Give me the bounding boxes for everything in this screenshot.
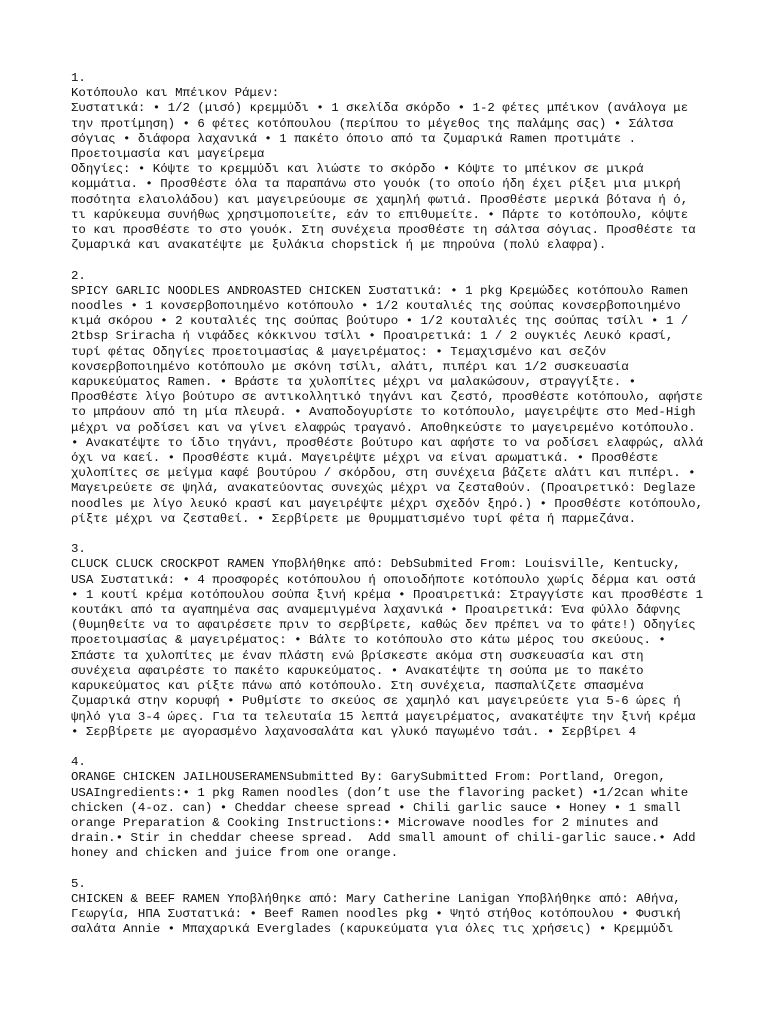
recipe-section-1: [71, 71, 705, 253]
section-text: CLUCK CLUCK CROCKPOT RAMEN Υποβλήθηκε από: DebSubmited From: Louisville, Kentucky, USA Συστατικά: • 4 προσφορές κοτόπουλου ή οποιοδήποτε κοτόπουλο χωρίς δέρμα και οστά • 1 κουτί κρέμα κοτόπουλου σούπα ξινή κρέμα • Προαιρετικά: Στραγγίστε και προσθέστε 1 κουτάκι από τα αγαπημένα σας αναμεμιγμένα λαχανικά • Προαιρετικά: Ένα φύλλο δάφνης (θυμηθείτε να το αφαιρέσετε πριν το σερβίρετε, καθώς δεν πρέπει να το φάτε!) Οδηγίες προετοιμασίας & μαγειρέματος: • Βάλτε το κοτόπουλο στο κάτω μέρος του σκεύους. • Σπάστε τα χυλοπίτες με έναν πλάστη ενώ βρίσκεστε ακόμα στη συσκευασία και στη συνέχεια αφαιρέστε το πακέτο καρυκεύματος. • Ανακατέψτε τη σούπα με το πακέτο καρυκεύματος και ρίξτε πάνω από κοτόπουλο. Στη συνέχεια, πασπαλίζετε σπασμένα ζυμαρικά στην κορυφή • Ρυθμίστε το σκεύος σε χαμηλό και μαγειρεύετε για 5-6 ώρες ή ψηλό για 3-4 ώρες. Για τα τελευταία 15 λεπτά μαγειρέματος, ανακατέψτε την ξινή κρέμα • Σερβίρετε με αγορασμένο λαχανοσαλάτα και γλυκό παγωμένο τσάι. • Σερβίρει 4: [71, 557, 711, 739]
document-body: [71, 71, 711, 953]
recipe-section-4: [71, 755, 705, 861]
section-number: 3.: [71, 542, 86, 557]
recipe-section-5: [71, 877, 705, 938]
recipe-section-2: [71, 268, 711, 527]
section-number: 5.: [71, 876, 86, 891]
section-number: 4.: [71, 755, 86, 770]
section-number: 2.: [71, 268, 86, 283]
section-text: ORANGE CHICKEN JAILHOUSERAMENSubmitted By: GarySubmitted From: Portland, Oregon, USAIngredients:• 1 pkg Ramen noodles (don’t use the flavoring packet) •1/2can white chicken (4-oz. can) • Cheddar cheese spread • Chili garlic sauce • Honey • 1 small orange Preparation & Cooking Instructions:• Microwave noodles for 2 minutes and drain.• Stir in cheddar cheese spread. Add small amount of chili-garlic sauce.• Add honey and chicken and juice from one orange.: [71, 770, 704, 861]
section-text: Κοτόπουλο και Μπέικον Ράμεν: Συστατικά: • 1/2 (μισό) κρεμμύδι • 1 σκελίδα σκόρδο • 1-2 φέτες μπέικον (ανάλογα με την προτίμηση) • 6 φέτες κοτόπουλου (περίπου το μέγεθος της παλάμης σας) • Σάλτσα σόγιας • διάφορα λαχανικά • 1 πακέτο όποιο από τα ζυμαρικά Ramen προτιμάτε . Προετοιμασία και μαγείρεμα Οδηγίες: • Κόψτε το κρεμμύδι και λιώστε το σκόρδο • Κόψτε το μπέικον σε μικρά κομμάτια. • Προσθέστε όλα τα παραπάνω στο γουόκ (το οποίο ήδη έχει ρίξει μια μικρή ποσότητα ελαιολάδου) και μαγειρεύουμε σε χαμηλή φωτιά. Προσθέστε μερικά βότανα ή ό, τι καρύκευμα συνήθως χρησιμοποιείτε, εάν το επιθυμείτε. • Πάρτε το κοτόπουλο, κόψτε το και προσθέστε το στο γουόκ. Στη συνέχεια προσθέστε τη σάλτσα σόγιας. Προσθέστε τα ζυμαρικά και ανακατέψτε με ξυλάκια chopstick ή με πηρούνα (πολύ ελαφρα).: [71, 86, 696, 253]
section-number: 1.: [71, 71, 86, 85]
section-text: SPICY GARLIC NOODLES ANDROASTED CHICKEN Συστατικά: • 1 pkg Κρεμώδες κοτόπουλο Ramen noodles • 1 κονσερβοποιημένο κοτόπουλο • 1/2 κουταλιές της σούπας κονσερβοποιημένο κιμά σκόρου • 2 κουταλιές της σούπας βούτυρο • 1/2 κουταλιές της σούπας τσίλι • 1 / 2tbsp Sriracha ή νιφάδες κόκκινου τσίλι • Προαιρετικά: 1 / 2 ουγκιές Λευκό κρασί, τυρί φέτας Οδηγίες προετοιμασίας & μαγειρέματος: • Τεμαχισμένο και σεζόν κονσερβοποιημένο κοτόπουλο με σκόνη τσίλι, αλάτι, πιπέρι και 1/2 συσκευασία καρυκεύματος Ramen. • Βράστε τα χυλοπίτες μέχρι να μαλακώσουν, στραγγίξτε. • Προσθέστε λίγο βούτυρο σε αντικολλητικό τηγάνι και ζεστό, προσθέστε κοτόπουλο, αφήστε το μπράουν από τη μία πλευρά. • Αναποδογυρίστε το κοτόπουλο, μαγειρέψτε στο Med-High μέχρι να ροδίσει και να γίνει ελαφρώς τραγανό. Αποθηκεύστε το μαγειρεμένο κοτόπουλο. • Ανακατέψτε το ίδιο τηγάνι, προσθέστε βούτυρο και αφήστε το να ροδίσει ελαφρώς, αλλά όχι να καεί. • Προσθέστε κιμά. Μαγειρέψτε μέχρι να είναι αρωματικά. • Προσθέστε χυλοπίτες σε μείγμα καφέ βουτύρου / σκόρδου, στη συνέχεια βάζετε αλάτι και πιπέρι. • Μαγειρεύετε σε ψηλά, ανακατεύοντας συνεχώς μέχρι να ζεσταθούν. (Προαιρετικό: Deglaze noodles με λίγο λευκό κρασί και μαγειρέψτε μέχρι σχεδόν ξηρό.) • Προσθέστε κοτόπουλο, ρίξτε μέχρι να ζεσταθεί. • Σερβίρετε με θρυμματισμένο τυρί φέτα ή παρμεζάνα.: [71, 283, 711, 526]
recipe-section-3: [71, 542, 711, 740]
section-text: CHICKEN & BEEF RAMEN Υποβλήθηκε από: Mary Catherine Lanigan Υποβλήθηκε από: Αθήνα, Γεωργία, ΗΠΑ Συστατικά: • Beef Ramen noodles pkg • Ψητό στήθος κοτόπουλου • Φυσική σαλάτα Annie • Μπαχαρικά Everglades (καρυκεύματα για όλες τις χρήσεις) • Κρεμμύδι: [71, 891, 689, 937]
